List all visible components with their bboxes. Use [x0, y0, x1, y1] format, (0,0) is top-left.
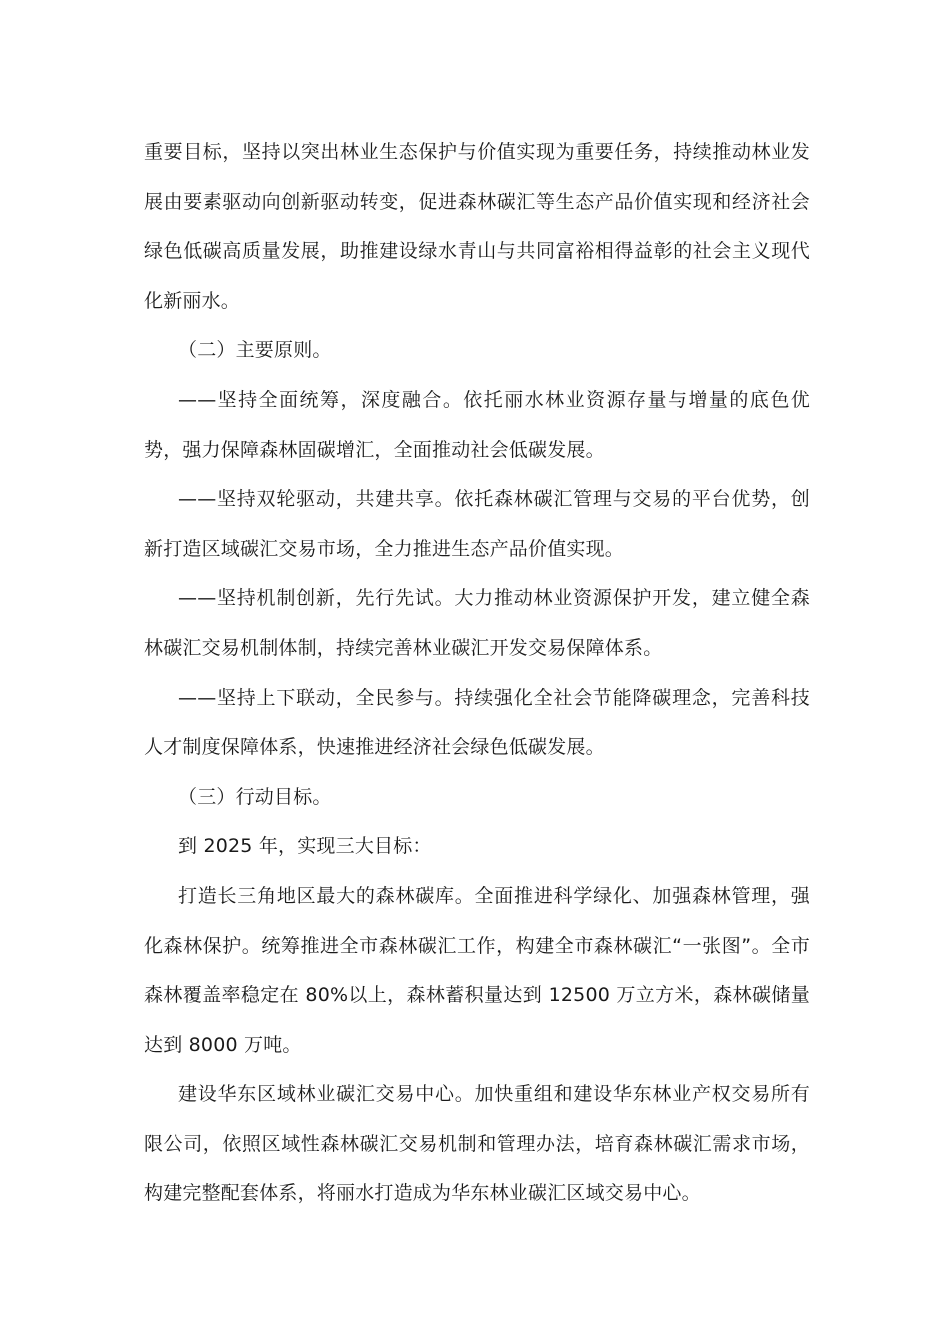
- paragraph-principle-2: ——坚持双轮驱动，共建共享。依托森林碳汇管理与交易的平台优势，创新打造区域碳汇交易市场，全力推进生态产品价值实现。: [144, 488, 810, 560]
- paragraph-principle-1: ——坚持全面统筹，深度融合。依托丽水林业资源存量与增量的底色优势，强力保障森林固碳增汇，全面推动社会低碳发展。: [144, 388, 810, 461]
- heading-main-principles: （二）主要原则。: [178, 339, 332, 362]
- paragraph-goal-continuation: 重要目标，坚持以突出林业生态保护与价值实现为重要任务，持续推动林业发展由要素驱动向创新驱动转变，促进森林碳汇等生态产品价值实现和经济社会绿色低碳高质量发展，助推建设绿水青山与共同富裕相得益彰的社会主义现代化新丽水。: [144, 141, 810, 312]
- document-body: [144, 128, 810, 1219]
- heading-action-goals: （三）行动目标。: [178, 785, 332, 808]
- paragraph-goal-forest-carbon-pool: 打造长三角地区最大的森林碳库。全面推进科学绿化、加强森林管理，强化森林保护。统筹推进全市森林碳汇工作，构建全市森林碳汇“一张图”。全市森林覆盖率稳定在 80%以上，森林蓄积量达到 12500 万立方米，森林碳储量达到 8000 万吨。: [144, 884, 810, 1056]
- paragraph-principle-3: ——坚持机制创新，先行先试。大力推动林业资源保护开发，建立健全森林碳汇交易机制体制，持续完善林业碳汇开发交易保障体系。: [144, 587, 810, 659]
- paragraph-goal-trading-center: 建设华东区域林业碳汇交易中心。加快重组和建设华东林业产权交易所有限公司，依照区域性森林碳汇交易机制和管理办法，培育森林碳汇需求市场，构建完整配套体系，将丽水打造成为华东林业碳汇区域交易中心。: [144, 1083, 810, 1205]
- paragraph-principle-4: ——坚持上下联动，全民参与。持续强化全社会节能降碳理念，完善科技人才制度保障体系，快速推进经济社会绿色低碳发展。: [144, 686, 810, 759]
- paragraph-goals-intro: 到 2025 年，实现三大目标：: [178, 835, 432, 858]
